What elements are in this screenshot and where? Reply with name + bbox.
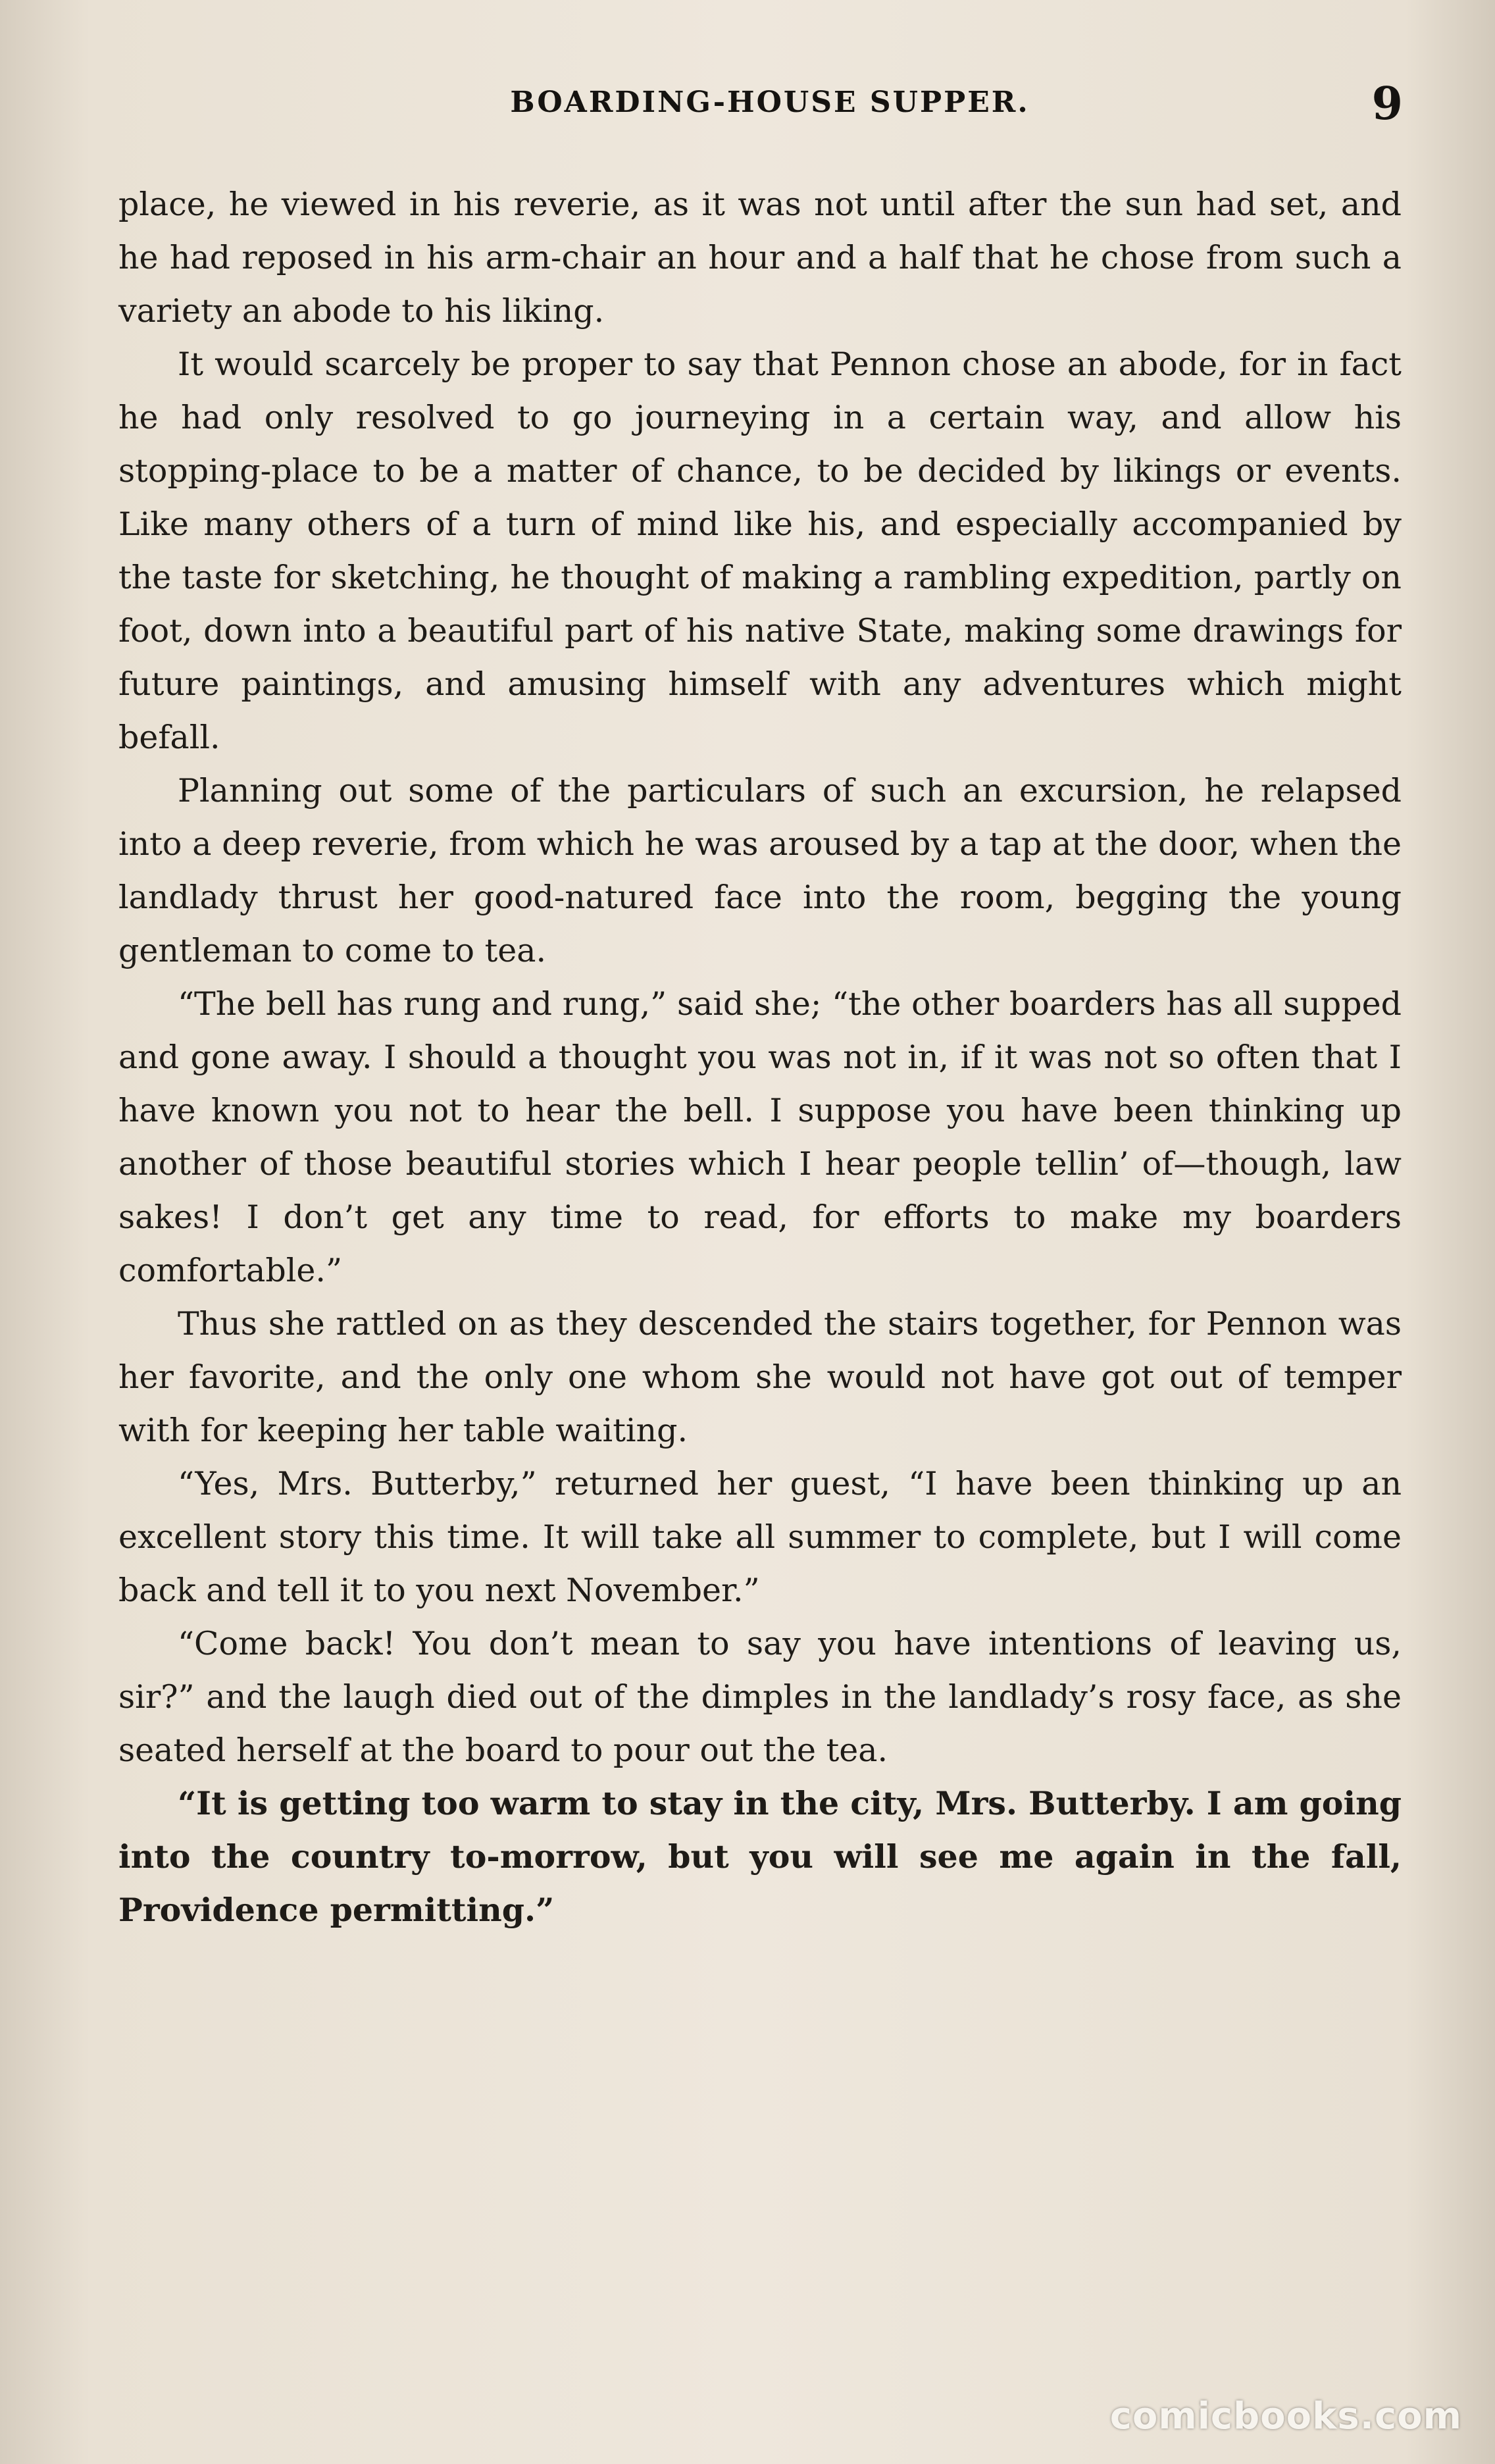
page-number: 9 (1371, 78, 1403, 130)
body-text (118, 178, 1402, 1937)
paragraph: It would scarcely be proper to say that Pennon chose an abode, for in fact he had only resolved to go journeying in a certain way, and allow his stopping-place to be a matter of chance, to be decided by likings or events. Like many others of a turn of mind like his, and especially accompanied by the taste for sketching, he thought of making a rambling expedition, partly on foot, down into a beautiful part of his native State, making some drawings for future paintings, and amusing himself with any adventures which might befall. (118, 346, 1402, 756)
paragraph: “The bell has rung and rung,” said she; “the other boarders has all supped and gone away. I should a thought you was not in, if it was not so often that I have known you not to hear the bell. I suppose you have been thinking up another of those beautiful stories which I hear people tellin’ of—though, law sakes! I don’t get any time to read, for efforts to make my boarders comfortable.” (118, 985, 1402, 1289)
paragraph: Planning out some of the particulars of such an excursion, he relapsed into a deep reverie, from which he was aroused by a tap at the door, when the landlady thrust her good-natured face into the room, begging the young gentleman to come to tea. (118, 772, 1402, 969)
paragraph: “Yes, Mrs. Butterby,” returned her guest, “I have been thinking up an excellent story this time. It will take all summer to complete, but I will come back and tell it to you next November.” (118, 1465, 1402, 1609)
paragraph: “Come back! You don’t mean to say you have intentions of leaving us, sir?” and the laugh died out of the dimples in the landlady’s rosy face, as she seated herself at the board to pour out the tea. (118, 1625, 1402, 1769)
watermark: comicbooks.com (1109, 2395, 1462, 2438)
paragraph: “It is getting too warm to stay in the city, Mrs. Butterby. I am going into the country to-morrow, but you will see me again in the fall, Providence permitting.” (118, 1784, 1402, 1929)
paragraph-continuation: place, he viewed in his reverie, as it was not until after the sun had set, and he had reposed in his arm-chair an hour and a half that he chose from such a variety an abode to his liking. (118, 186, 1402, 330)
running-head: BOARDING-HOUSE SUPPER. (510, 86, 1030, 119)
paragraph: Thus she rattled on as they descended the stairs together, for Pennon was her favorite, and the only one whom she would not have got out of temper with for keeping her table waiting. (118, 1305, 1402, 1449)
page-header (0, 78, 1495, 137)
